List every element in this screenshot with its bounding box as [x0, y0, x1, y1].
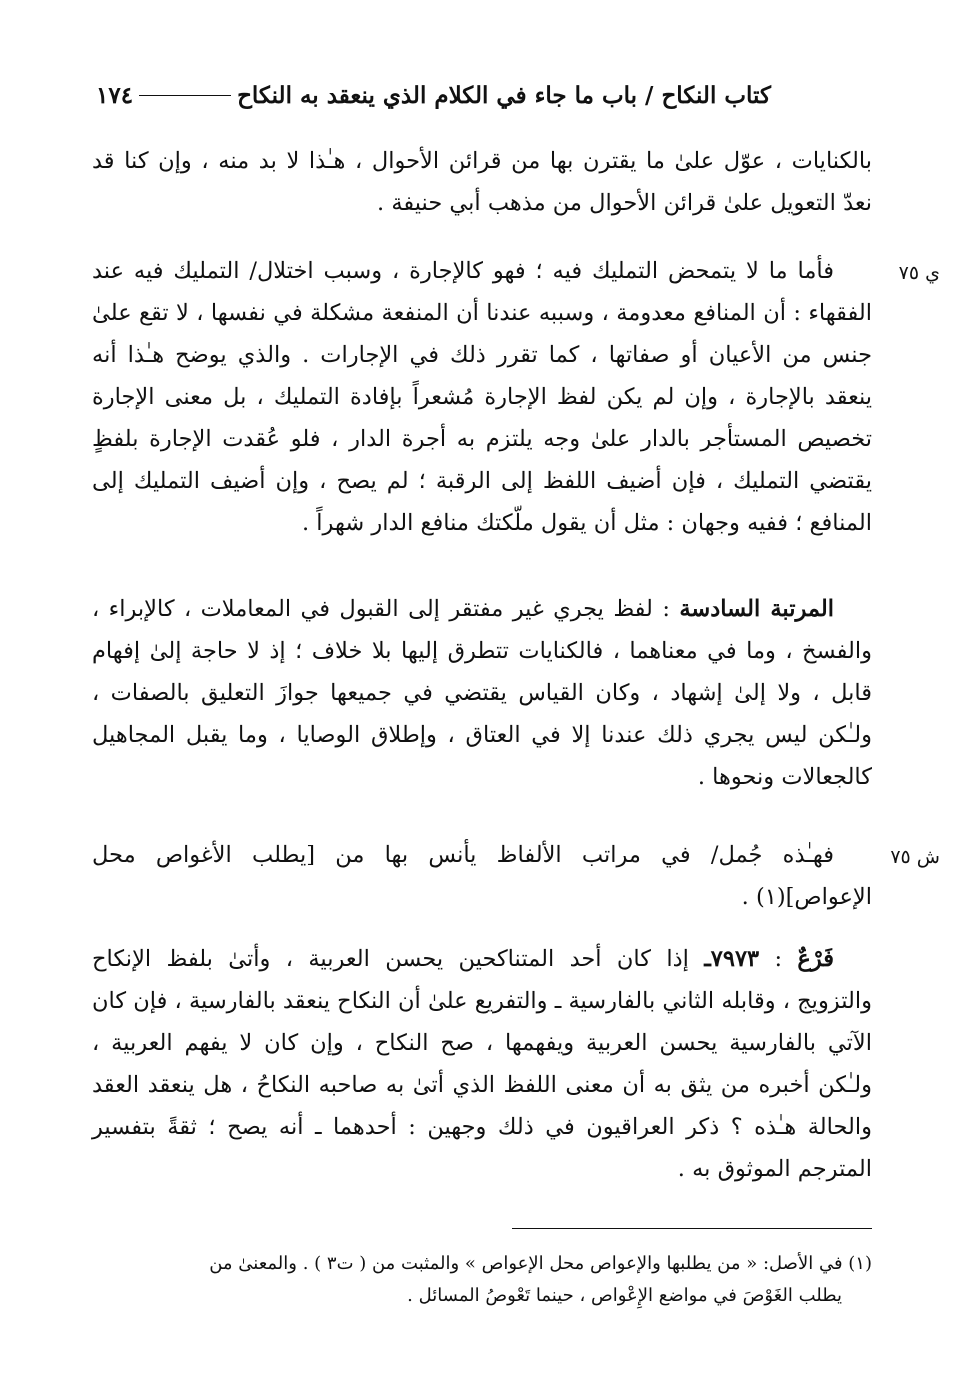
- text-line: فَرْعٌ : ٧٩٧٣ـ إذا كان أحد المتناكحين يحسن العربية ، وأتىٰ بلفظ الإنكاح: [92, 946, 834, 972]
- text-line: بالكنايات ، عوّل علىٰ ما يقترن بها من قرائن الأحوال ، هـٰذا لا بد منه ، وإن كنا قد: [92, 148, 872, 174]
- issue-number: ٧٩٧٣ـ: [704, 946, 760, 972]
- text-line: والتزويج ، وقابله الثاني بالفارسية ـ والتفريع علىٰ أن النكاح ينعقد بالفارسية ، فإن كان: [92, 988, 872, 1014]
- text-line: الفقهاء : أن المنافع معدومة ، وسببه عندنا أن المنفعة مشكلة في نفسها ، لا تقع علىٰ: [92, 300, 872, 326]
- margin-marker: ش ٧٥: [890, 846, 940, 868]
- text-run: : لفظ يجري غير مفتقر إلى القبول في المعاملات ، كالإبراء ،: [92, 596, 670, 622]
- text-line: المترجم الموثوق به .: [677, 1156, 872, 1182]
- text-line: كالجعالات ونحوها .: [697, 764, 872, 790]
- text-line: نعدّ التعويل علىٰ قرائن الأحوال من مذهب أبي حنيفة .: [377, 190, 872, 216]
- header-rule: [139, 95, 231, 96]
- footnote-line: يطلب الغَوْصَ في مواضع الإِعْواص ، حينما تَعْوصُ المسائل .: [407, 1285, 842, 1306]
- text-line: الإعواص](١) .: [741, 884, 872, 910]
- footnote-divider: [512, 1228, 872, 1229]
- text-line: [92, 588, 872, 630]
- text-line: ينعقد بالإجارة ، وإن لم يكن لفظ الإجارة مُشعراً بإفادة التمليك ، بل معنى الإجارة: [92, 384, 872, 410]
- text-line: تخصيص المستأجر بالدار علىٰ وجه يلتزم به أجرة الدار ، فلو عُقدت الإجارة بلفظٍ: [92, 426, 872, 452]
- running-header: [92, 82, 872, 109]
- paragraph-2: [92, 250, 872, 544]
- text-line: ولـٰكن أخبره من يثق به أن معنى اللفظ الذي أتىٰ به صاحبه النكاحُ ، هل ينعقد العقد: [92, 1072, 872, 1098]
- page-number: ١٧٤: [96, 82, 134, 109]
- text-line: فهـٰذه جُمل/ في مراتب الألفاظ يأنس بها من [يطلب الأغواص محل: [92, 842, 834, 868]
- header-title: كتاب النكاح / باب ما جاء في الكلام الذي ينعقد به النكاح: [237, 82, 771, 109]
- text-line: يقتضي التمليك ، فإن أضيف اللفظ إلى الرقبة ؛ لم يصح ، وإن أضيف التمليك إلى: [92, 468, 872, 494]
- text-line: والفسخ ، وما في معناهما ، فالكنايات تتطرق إليها بلا خلاف ؛ إذ لا حاجة إلىٰ إفهام: [92, 638, 872, 664]
- text-line: ولـٰكن ليس يجري ذلك عندنا إلا في العتاق ، وإطلاق الوصايا ، وما يقبل المجاهيل: [92, 722, 872, 748]
- footnote-line: (١) في الأصل: « من يطلبها والإعواص محل الإعواص » والمثبت من ( ت٣ ) . والمعنىٰ من: [209, 1253, 872, 1274]
- margin-marker: ي ٧٥: [898, 262, 940, 284]
- text-line: قابل ، ولا إلىٰ إشهاد ، وكان القياس يقتضي في جميعها جوازَ التعليق بالصفات ،: [92, 680, 872, 706]
- text-line: والحالة هـٰذه ؟ ذكر العراقيون في ذلك وجهين : أحدهما ـ أنه يصح ؛ ثقةً بتفسير: [92, 1114, 872, 1140]
- footnote: [92, 1248, 872, 1312]
- text-line: جنس من الأعيان أو صفاتها ، كما تقرر ذلك في الإجارات . والذي يوضح هـٰذا أنه: [92, 342, 872, 368]
- section-heading: فَرْعٌ: [797, 946, 834, 972]
- paragraph-1: [92, 140, 872, 224]
- text-run: إذا كان أحد المتناكحين يحسن العربية ، وأتىٰ بلفظ الإنكاح: [92, 946, 689, 972]
- paragraph-4: [92, 834, 872, 918]
- text-line: المنافع ؛ ففيه وجهان : مثل أن يقول ملّكتك منافع الدار شهراً .: [301, 510, 872, 536]
- text-line: الآتي بالفارسية يحسن العربية ويفهمها ، صح النكاح ، وإن كان لا يفهم العربية ،: [92, 1030, 872, 1056]
- section-heading: المرتبة السادسة: [679, 596, 835, 622]
- text-line: فأما ما لا يتمحض التمليك فيه ؛ فهو كالإجارة ، وسبب اختلال/ التمليك فيه عند: [92, 258, 834, 284]
- paragraph-3: [92, 588, 872, 798]
- paragraph-5: [92, 938, 872, 1190]
